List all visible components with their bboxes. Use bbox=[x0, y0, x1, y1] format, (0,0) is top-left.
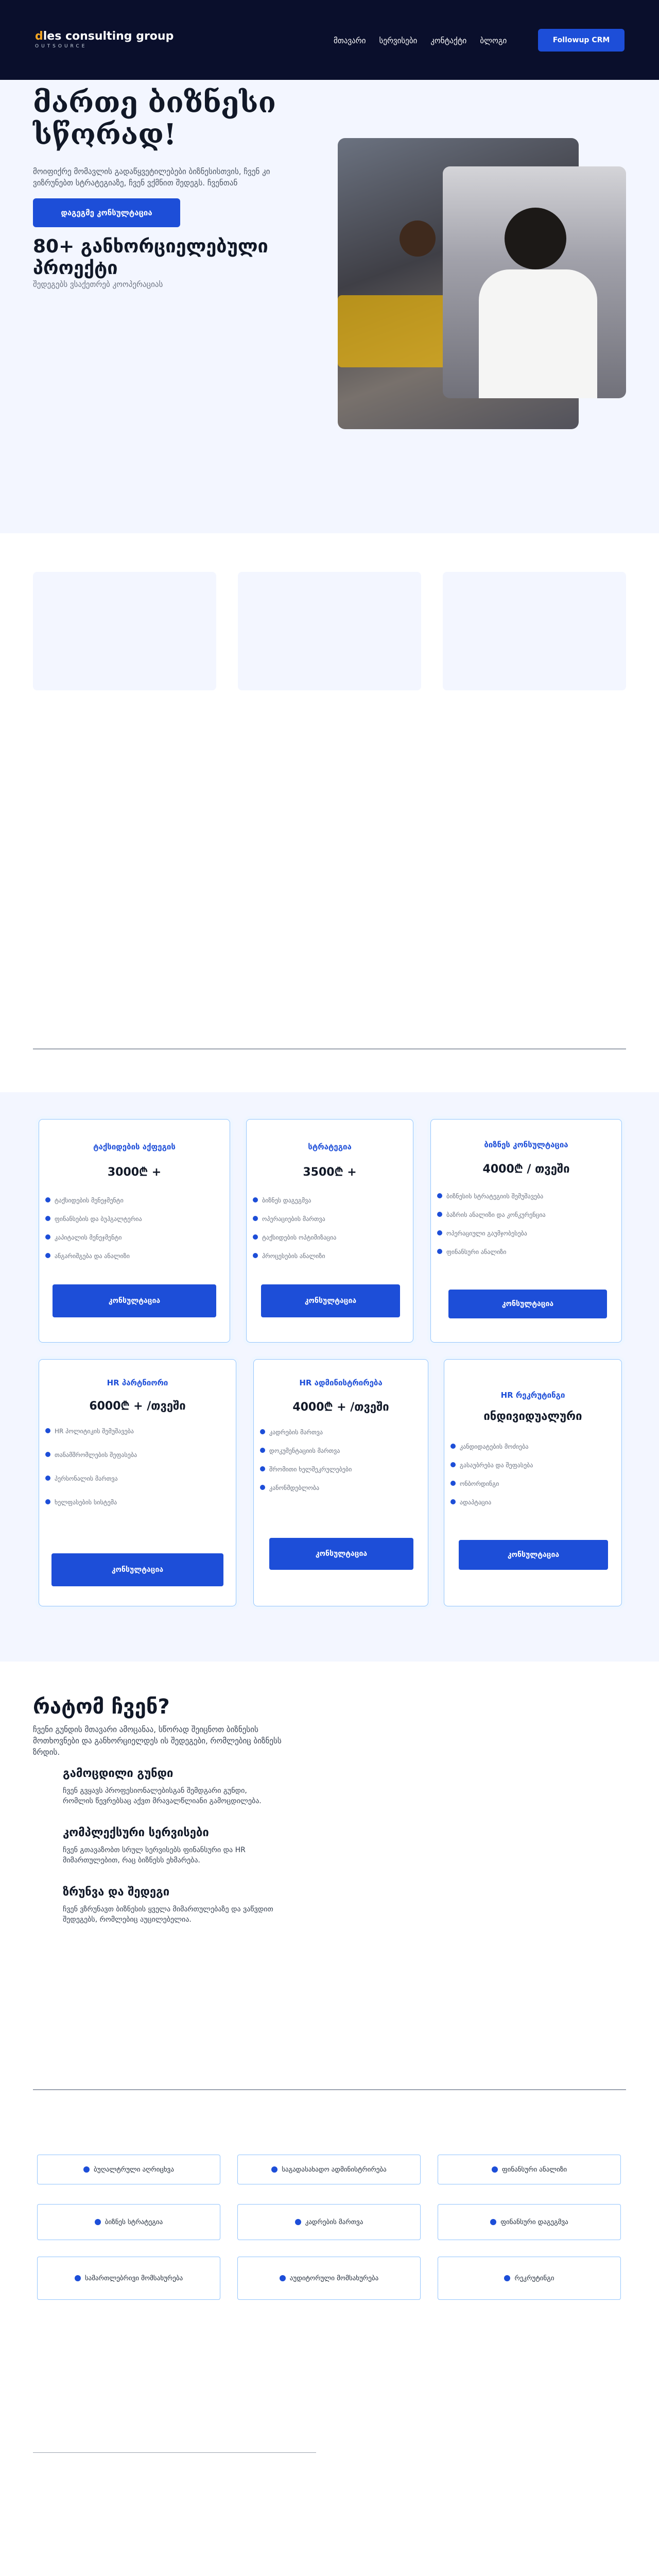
pricing-feature: ადაპტაცია bbox=[460, 1499, 492, 1506]
pricing-card-title: ბიზნეს კონსულტაცია bbox=[484, 1140, 568, 1149]
hero-title: მართე ბიზნესი სწორად! bbox=[33, 86, 276, 151]
pricing-card bbox=[430, 1119, 622, 1343]
pricing-card-price: 3500₾ + bbox=[303, 1166, 357, 1179]
pricing-feature: ტაქსიდების მენეჯმენტი bbox=[55, 1197, 124, 1204]
pricing-feature: ბიზნეს დაგეგმვა bbox=[262, 1197, 311, 1204]
pricing-card bbox=[39, 1359, 236, 1606]
pricing-feature: კანონმდებლობა bbox=[269, 1484, 320, 1492]
nav-links bbox=[334, 36, 507, 45]
pricing-card bbox=[444, 1359, 622, 1606]
pricing-feature: ფინანსების და ბუჰგალტერია bbox=[55, 1215, 142, 1223]
placeholder-card bbox=[33, 572, 216, 690]
service-item[interactable]: ბიზნეს სტრატეგია bbox=[37, 2204, 220, 2240]
service-item[interactable]: ფინანსური ანალიზი bbox=[438, 2155, 621, 2184]
pricing-feature: HR პოლიტიკის შემუშავება bbox=[55, 1428, 134, 1435]
person-shape bbox=[400, 221, 436, 257]
reason-text: ჩვენ ვზრუნავთ ბიზნესის ყველა მიმართულებაზე და ვაწვდით შედეგებს, რომლებიც აუცილებელია. bbox=[63, 1905, 273, 1924]
pricing-card bbox=[39, 1119, 230, 1343]
crm-button[interactable]: Followup CRM bbox=[538, 29, 625, 52]
pricing-feature: პროცესების ანალიზი bbox=[262, 1252, 325, 1260]
book-consultation-button[interactable]: დაგეგმე კონსულტაცია bbox=[33, 198, 180, 227]
service-item[interactable]: კადრების მართვა bbox=[237, 2204, 421, 2240]
nav-link-services[interactable]: სერვისები bbox=[379, 36, 418, 45]
pricing-feature: პერსონალის მართვა bbox=[55, 1475, 118, 1482]
pricing-card bbox=[253, 1359, 428, 1606]
consultation-button[interactable]: კონსულტაცია bbox=[459, 1540, 608, 1570]
section-divider bbox=[33, 1048, 626, 1049]
top-navbar bbox=[0, 0, 659, 80]
person-body-shape bbox=[479, 269, 597, 398]
person-shape bbox=[505, 208, 566, 269]
pricing-card-price: ინდივიდუალური bbox=[483, 1410, 582, 1423]
nav-link-contact[interactable]: კონტაქტი bbox=[430, 36, 467, 45]
pricing-card-price: 4000₾ + /თვეში bbox=[292, 1401, 389, 1414]
consultation-button[interactable]: კონსულტაცია bbox=[448, 1290, 607, 1318]
pricing-feature: დოკუმენტაციის მართვა bbox=[269, 1447, 340, 1454]
service-item[interactable]: საგადასახადო ადმინისტრირება bbox=[237, 2155, 421, 2184]
pricing-card bbox=[246, 1119, 413, 1343]
hero-stat-subtitle: შედეგებს ვსაქეთრებ კოოპერაციას bbox=[33, 280, 163, 289]
pricing-feature: ბაზრის ანალიზი და კონკურენცია bbox=[446, 1211, 546, 1218]
pricing-card-price: 4000₾ / თვეში bbox=[482, 1163, 570, 1176]
consultation-button[interactable]: კონსულტაცია bbox=[269, 1538, 413, 1570]
pricing-card-price: 3000₾ + bbox=[107, 1166, 162, 1179]
pricing-feature: კაპიტალის მენეჯმენტი bbox=[55, 1234, 122, 1241]
reason-title: ზრუნვა და შედეგი bbox=[63, 1886, 170, 1899]
pricing-feature: ფინანსური ანალიზი bbox=[446, 1248, 507, 1256]
service-item[interactable]: ფინანსური დაგეგმვა bbox=[438, 2204, 621, 2240]
pricing-feature: ბიზნესის სტრატეგიის შემუშავება bbox=[446, 1193, 544, 1200]
why-us-intro: ჩვენი გუნდის მთავარი ამოცანაა, სწორად შეიცნოთ ბიზნესის მოთხოვნები და განხორციელდეს ის შედეგები, რომლებიც ბიზნესს ზრდის. bbox=[33, 1725, 282, 1757]
services-section bbox=[0, 2136, 659, 2576]
nav-link-blog[interactable]: ბლოგი bbox=[480, 36, 507, 45]
section-divider bbox=[33, 2452, 316, 2453]
reason-title: გამოცდილი გუნდი bbox=[63, 1767, 174, 1780]
hero-text: მოიფიქრე მომავლის გადაწყვეტილებები ბიზნესისთვის, ჩვენ კი ვიზრუნებთ სტრატეგიაზე, ჩვენ ვქმნით შედეგს. ჩვენთან bbox=[33, 167, 270, 188]
pricing-feature: ოპერაციული გაუმჯობესება bbox=[446, 1230, 527, 1237]
consultation-button[interactable]: კონსულტაცია bbox=[53, 1284, 216, 1317]
pricing-feature: ხელფასების სისტემა bbox=[55, 1499, 117, 1506]
pricing-card-price: 6000₾ + /თვეში bbox=[89, 1400, 186, 1413]
reason-title: კომპლექსური სერვისები bbox=[63, 1826, 209, 1839]
pricing-card-title: ტაქსიდების აქფეგის bbox=[93, 1142, 176, 1151]
pricing-feature: თანამშრომლების შეფასება bbox=[55, 1451, 137, 1459]
logo[interactable] bbox=[35, 30, 174, 49]
pricing-card-title: სტრატეგია bbox=[308, 1142, 352, 1151]
placeholder-card bbox=[238, 572, 421, 690]
nav-link-home[interactable]: მთავარი bbox=[334, 36, 366, 45]
pricing-card-title: HR რეკრუტინგი bbox=[500, 1391, 565, 1400]
service-item[interactable]: სამართლებრივი მომსახურება bbox=[37, 2257, 220, 2300]
service-item[interactable]: ბუღალტრული აღრიცხვა bbox=[37, 2155, 220, 2184]
service-item[interactable]: აუდიტორული მომსახურება bbox=[237, 2257, 421, 2300]
section-divider bbox=[33, 2089, 626, 2090]
reason-text: ჩვენ გვყავს პროფესიონალებისგან შემდგარი გუნდი, რომლის წევრებსაც აქვთ მრავალწლიანი გამოცდილება. bbox=[63, 1787, 262, 1805]
why-us-title: რატომ ჩვენ? bbox=[33, 1695, 170, 1719]
placeholder-card bbox=[443, 572, 626, 690]
service-item[interactable]: რეკრუტინგი bbox=[438, 2257, 621, 2300]
hero-stat: 80+ განხორციელებული პროექტი bbox=[33, 236, 268, 279]
pricing-feature: ოპერაციების მართვა bbox=[262, 1215, 325, 1223]
pricing-card-title: HR ადმინისტრირება bbox=[299, 1378, 383, 1387]
pricing-feature: გასაუბრება და შეფასება bbox=[460, 1462, 533, 1469]
pricing-feature: ტაქსიდების ოპტიმიზაცია bbox=[262, 1234, 337, 1241]
consultation-button[interactable]: კონსულტაცია bbox=[51, 1553, 223, 1586]
pricing-feature: ანგარიშგება და ანალიზი bbox=[55, 1252, 130, 1260]
hero-image-woman bbox=[443, 166, 626, 398]
pricing-feature: კანდიდატების მოძიება bbox=[460, 1443, 529, 1450]
pricing-feature: კადრების მართვა bbox=[269, 1429, 323, 1436]
logo-subtitle: OUTSOURCE bbox=[35, 44, 88, 49]
pricing-card-title: HR პარტნიორი bbox=[107, 1378, 168, 1387]
consultation-button[interactable]: კონსულტაცია bbox=[261, 1284, 400, 1317]
logo-text: dles consulting group bbox=[35, 30, 174, 43]
pricing-feature: ონბორდინგი bbox=[460, 1480, 499, 1487]
pricing-feature: შრომითი ხელშეკრულებები bbox=[269, 1466, 352, 1473]
reason-text: ჩვენ გთავაზობთ სრულ სერვისებს ფინანსური და HR მიმართულებით, რაც ბიზნესს ეხმარება. bbox=[63, 1846, 246, 1865]
